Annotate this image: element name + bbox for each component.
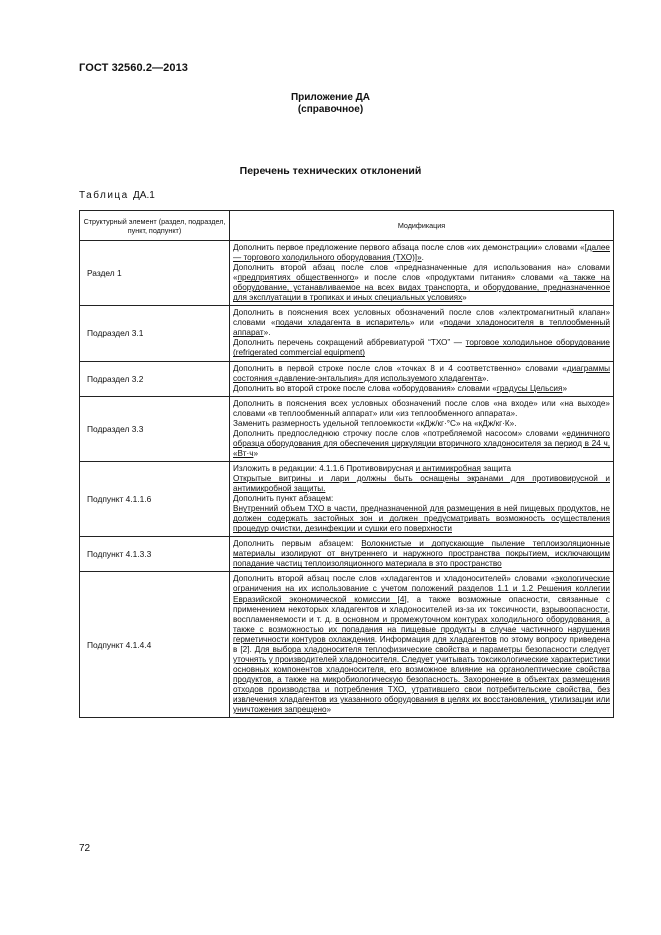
underlined-text: торговое холодильное оборудование (refrigerated commercial equipment) [233,338,610,358]
table-row [80,361,614,396]
structural-element-cell: Подраздел 3.1 [80,306,230,361]
underlined-text: Волокнистые и допускающие пыление теплоизоляционные материалы изолируют от внутреннего и наружного пространства покрытием, исключающим попадание частиц теплоизоляционного материала в это пространство [233,539,610,569]
text-segment: » или « [409,318,444,328]
text-segment: Дополнить второй абзац после слов «хладагентов и хладоносителей» словами « [233,574,556,584]
standard-header: ГОСТ 32560.2—2013 [79,62,189,74]
text-segment: Дополнить второй абзац после слов «предназначенные для использования на» словами « [233,263,610,283]
text-segment: » [326,705,332,715]
text-segment: » [462,293,467,303]
text-segment: » [253,448,259,458]
modification-cell [230,306,614,361]
table-row [80,396,614,461]
deviations-table [79,210,614,718]
underlined-text: подачи хладоносителя в теплообменный аппарат [233,318,610,338]
section-title: Перечень технических отклонений [239,165,422,177]
underlined-text: Для выбора хладоносителя теплофизические свойства и параметры безопасности следует уточнять у производителей хладоносителя. Следует учитывать токсикологические характеристики основных компонентов хладоносителя, его возможное влияние на органолептические свойства продуктов, а также на микробиологическую безопасность. Захоронение в объектах размещения отходов производства и потребления ТХО, утратившего свои потребительские свойства, без извлечения хладагентов из указанного оборудования в целях их восстановления, утилизации или уничтожения запрещено [233,644,610,715]
modification-paragraph [233,464,610,474]
table-caption-prefix: Таблица [79,190,129,201]
modification-paragraph [233,384,610,394]
table-header-row [80,211,614,241]
modification-cell [230,361,614,396]
modification-paragraph [233,399,610,419]
text-segment: Заменить размерность удельной теплоемкости «кДж/кг·°С» на «кДж/кг·К». [233,418,517,428]
underlined-text: Открытые витрины и лари должны быть оснащены экранами для противовирусной и антимикробной защиты. [233,473,610,494]
underlined-text: [далее — торгового холодильного оборудования (ТХО)]» [233,243,610,263]
text-segment: Дополнить первым абзацем: [233,539,362,549]
text-segment: , воспламеняемости и т. д. [233,604,610,624]
modification-paragraph [233,419,610,429]
text-segment: Изложить в редакции: 4.1.1.6 Противовирусная [233,463,416,473]
modification-paragraph [233,539,610,569]
text-segment: Дополнить первое предложение первого абзаца после слов «их демонстрации» словами « [233,243,585,252]
table-row [80,306,614,361]
appendix-note: (справочное) [297,104,364,115]
table-caption-number: ДА.1 [133,190,155,201]
modification-paragraph [233,429,610,459]
text-segment: » [562,383,567,393]
column-header-modification: Модификация [230,211,614,241]
modification-paragraph [233,243,610,263]
table-row [80,537,614,572]
text-segment: . Информация [374,634,433,644]
appendix-title: Приложение ДА [290,92,371,103]
text-segment: защита [480,463,512,473]
underlined-text: экологические ограничения на их использование с учетом положений разделов 1.1 и 1.2 Решения коллегии Евразийской экономической комиссии [4] [233,574,610,604]
modification-paragraph [233,474,610,494]
text-segment: , а также возможные опасности, связанные с применением некоторых хладагентов и хладоносителей из-за их токсичности, [233,594,610,614]
text-segment: ». [263,328,271,338]
structural-element-cell: Раздел 1 [80,241,230,306]
underlined-text: в основном и промежуточном контурах холодильного оборудования, а также с возможностью их попадания на пищевые продукты в случае частичного нарушения герметичности контуров охлаждения [233,614,610,644]
text-segment: » и после слов «продуктами питания» словами « [354,273,564,283]
modification-paragraph [233,308,610,338]
column-header-element: Структурный элемент (раздел, подраздел, пункт, подпункт) [80,211,230,241]
underlined-text: единичного образца оборудования для обеспечения циркуляции вторичного хладоносителя за период в 24 ч, «Вт·ч [233,428,610,458]
text-segment: Дополнить предпоследнюю строчку после слов «потребляемой насосом» словами « [233,428,567,438]
text-segment: ». [481,373,489,383]
text-segment: Дополнить в первой строке после слов «точках 8 и 4 соответственно» словами « [233,363,567,373]
modification-cell [230,396,614,461]
modification-cell [230,572,614,718]
modification-paragraph [233,338,610,358]
text-segment: Дополнить в пояснения всех условных обозначений после слов «электромагнитный клапан» словами « [233,308,610,328]
underlined-text: предприятиях общественного [237,273,355,283]
modification-paragraph [233,574,610,715]
underlined-text: взрывоопасности [541,604,608,614]
text-segment: Дополнить пункт абзацем: [233,494,334,504]
modification-paragraph [233,263,610,303]
structural-element-cell: Подпункт 4.1.1.6 [80,461,230,536]
text-segment: . [421,253,424,263]
text-segment: Дополнить в пояснения всех условных обозначений после слов «на входе» или «на выходе» словами «в теплообменный аппарат» или «из теплообменного аппарата». [233,398,610,418]
structural-element-cell: Подпункт 4.1.3.3 [80,537,230,572]
text-segment: по этому вопросу приведена в [2]. [233,634,611,654]
table-row [80,241,614,306]
modification-paragraph [233,494,610,504]
table-row [80,461,614,536]
underlined-text: для хладагентов [432,634,497,644]
structural-element-cell: Подпункт 4.1.4.4 [80,572,230,718]
underlined-text: Внутренний объем ТХО в части, предназначенной для размещения в ней пищевых продуктов, не должен содержать застойных зон и должен предусматривать возможность осуществления процедур очистки, дезинфекции и сушки его поверхности [233,504,610,534]
modification-cell [230,537,614,572]
table-row [80,572,614,718]
underlined-text: подачи хладагента в испаритель [275,318,410,328]
structural-element-cell: Подраздел 3.2 [80,361,230,396]
underlined-text: диаграммы состояния «давление-энтальпия» для используемого хладагента [233,363,610,383]
structural-element-cell: Подраздел 3.3 [80,396,230,461]
underlined-text: а также на оборудование, устанавливаемое на всех видах транспорта, и оборудование, предназначенное для эксплуатации в тропиках и иных специальных условиях [233,273,610,303]
modification-paragraph [233,504,610,534]
text-segment: Дополнить во второй строке после слова «оборудования» словами « [233,383,497,393]
table-body [80,241,614,718]
underlined-text: градусы Цельсия [496,383,563,393]
underlined-text: и антимикробная [415,463,481,473]
modification-cell [230,461,614,536]
table-caption [79,190,155,201]
modification-paragraph [233,364,610,384]
page-number: 72 [79,843,91,854]
modification-cell [230,241,614,306]
appendix-heading [0,92,661,116]
text-segment: Дополнить перечень сокращений аббревиатурой “ТХО” — [233,338,466,348]
